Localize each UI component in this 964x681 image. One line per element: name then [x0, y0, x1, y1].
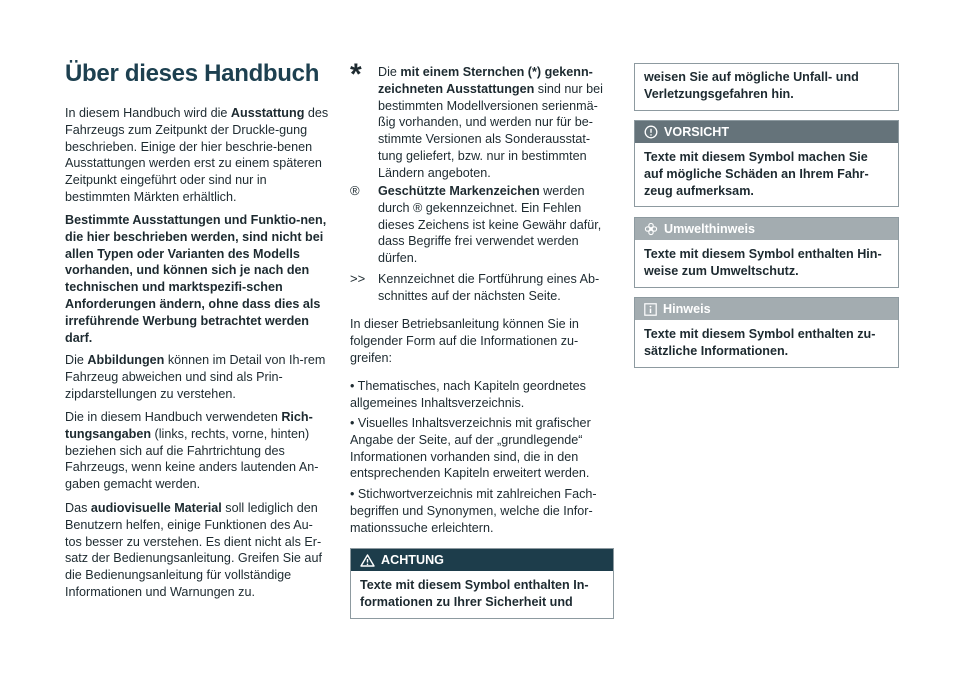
- achtung-body: [351, 571, 613, 618]
- registered-description: Geschützte Markenzeichen werden durch ® gekennzeichnet. Ein Fehlen dieses Zeichens ist keine Gewähr dafür, dass Begriffe frei verwendet werden dürfen.: [378, 184, 602, 266]
- paragraph-richtungsangaben: Die in diesem Handbuch verwendeten Rich-tungsangaben (links, rechts, vorne, hinten) beziehen sich auf die Fahrtrichtung des Fahrzeugs, wenn keine anders lautenden An-gaben gemacht werden.: [65, 410, 319, 492]
- hinweis-header: [635, 298, 898, 320]
- hinweis-box: [634, 297, 899, 368]
- umwelt-box: [634, 217, 899, 288]
- double-chevron-icon: >>: [350, 271, 366, 286]
- hinweis-label: Hinweis: [663, 302, 711, 316]
- warning-continued-body: [635, 64, 898, 110]
- vorsicht-box: [634, 120, 899, 207]
- asterisk-icon: *: [350, 58, 362, 91]
- paragraph-abbildungen: Die Abbildungen können im Detail von Ih-rem Fahrzeug abweichen und sind als Prin-zipdarstellungen zu verstehen.: [65, 353, 326, 401]
- warning-continued-box: [634, 63, 899, 111]
- vorsicht-body: [635, 143, 898, 206]
- umwelt-body: [635, 240, 898, 287]
- vorsicht-label: VORSICHT: [664, 125, 730, 139]
- paragraph-ausstattung: In diesem Handbuch wird die Ausstattung des Fahrzeugs zum Zeitpunkt der Druckle-gung beschrieben. Einige der hier beschrie-benen Ausstattungen werden erst zu einem späteren Zeitpunkt eingeführt oder sind nur in bestimmten Märkten erhältlich.: [65, 106, 329, 204]
- achtung-header: [351, 549, 613, 571]
- registered-icon: ®: [350, 183, 360, 198]
- hinweis-text: Texte mit diesem Symbol enthalten zu-sätzliche Informationen.: [644, 327, 876, 358]
- vorsicht-text: Texte mit diesem Symbol machen Sie auf mögliche Schäden an Ihrem Fahr-zeug aufmerksam.: [644, 150, 869, 198]
- vorsicht-header: [635, 121, 898, 143]
- warning-continued-text: weisen Sie auf mögliche Unfall- und Verletzungsgefahren hin.: [644, 70, 859, 101]
- achtung-box: [350, 548, 614, 619]
- achtung-label: ACHTUNG: [381, 553, 444, 567]
- hinweis-body: [635, 320, 898, 367]
- symbol-row-continuation: [350, 271, 614, 305]
- list-item: • Thematisches, nach Kapiteln geordnetes allgemeines Inhaltsverzeichnis.: [350, 379, 586, 410]
- symbol-row-star: [350, 58, 614, 182]
- continuation-description: Kennzeichnet die Fortführung eines Ab-schnittes auf der nächsten Seite.: [378, 272, 600, 303]
- access-intro: In dieser Betriebsanleitung können Sie in folgender Form auf die Informationen zu-greifen:: [350, 317, 579, 365]
- umwelt-label: Umwelthinweis: [664, 222, 755, 236]
- paragraph-disclaimer: Bestimmte Ausstattungen und Funktio-nen, die hier beschrieben werden, sind nicht bei allen Typen oder Varianten des Modells vorhanden, und können sich je nach den technischen und marktspezifi-schen Anforderungen ändern, ohne dass dies als irreführende Werbung betrachtet werden darf.: [65, 213, 327, 345]
- list-item: • Visuelles Inhaltsverzeichnis mit grafischer Angabe der Seite, auf der „grundlegende“ Informationen vorhanden sind, die in den entsprechenden Kapiteln erweitert werden.: [350, 416, 591, 481]
- flower-icon: [644, 222, 658, 236]
- symbol-row-registered: [350, 183, 614, 267]
- list-item: • Stichwortverzeichnis mit zahlreichen Fach-begriffen und Synonymen, welche die Infor-mationssuche erleichtern.: [350, 487, 597, 535]
- umwelt-text: Texte mit diesem Symbol enthalten Hin-weise zum Umweltschutz.: [644, 247, 882, 278]
- exclamation-circle-icon: [644, 125, 658, 139]
- achtung-text: Texte mit diesem Symbol enthalten In-formationen zu Ihrer Sicherheit und: [360, 578, 589, 609]
- star-description: Die mit einem Sternchen (*) gekenn-zeichneten Ausstattungen sind nur bei bestimmten Modellversionen serienmä-ßig vorhanden, und werden nur für be-stimmte Versionen als Sonderausstat-tung geliefert, bzw. nur in bestimmten Ländern angeboten.: [378, 65, 603, 180]
- paragraph-audiovisuell: Das audiovisuelle Material soll lediglich den Benutzern helfen, einige Funktionen des Au-tos besser zu verstehen. Es dient nicht als Er-satz der Bedienungsanleitung. Greifen Sie auf die Bedienungsanleitung für vollständige Informationen und Warnungen zu.: [65, 501, 322, 599]
- info-square-icon: [644, 303, 657, 316]
- page-title: Über dieses Handbuch: [65, 60, 320, 87]
- umwelt-header: [635, 218, 898, 240]
- warning-triangle-icon: [360, 554, 375, 567]
